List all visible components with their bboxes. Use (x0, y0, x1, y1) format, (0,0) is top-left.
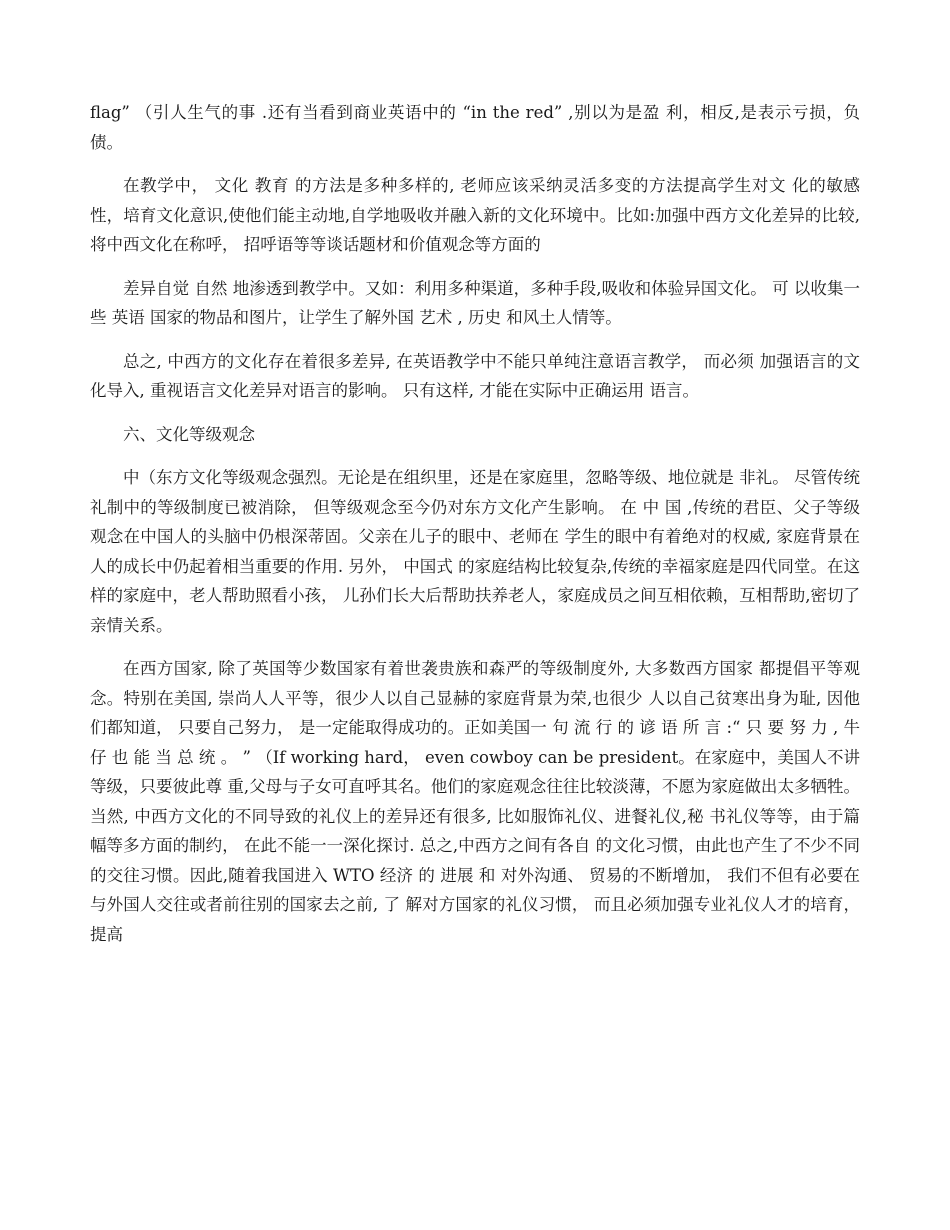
document-page (90, 98, 860, 963)
section-heading: 六、文化等级观念 (123, 424, 255, 444)
paragraph-summary: 总之, 中西方的文化存在着很多差异, 在英语教学中不能只单纯注意语言教学， 而必须 加强语言的文化导入, 重视语言文化差异对语言的影响。 只有这样, 才能在实际中正确运用 语言。 (90, 351, 860, 400)
paragraph-west-equality: 在西方国家, 除了英国等少数国家有着世袭贵族和森严的等级制度外, 大多数西方国家 都提倡平等观念。特别在美国, 崇尚人人平等，很少人以自己显赫的家庭背景为荣,也很少 人以自己贫寒出身为耻, 因他们都知道， 只要自己努力， 是一定能取得成功的。正如美国一 句 流 行 的 谚 语 所 言 :“ 只 要 努 力 , 牛 仔 也 能 当 总 统 。 ” （If working hard， even cowboy can be president。在家庭中，美国人不讲等级，只要彼此尊 重,父母与子女可直呼其名。他们的家庭观念往往比较淡薄，不愿为家庭做出太多牺牲。 当然, 中西方文化的不同导致的礼仪上的差异还有很多, 比如服饰礼仪、进餐礼仪,秘 书礼仪等等，由于篇幅等多方面的制约， 在此不能一一深化探讨. 总之,中西方之间有各自 的文化习惯，由此也产生了不少不同的交往习惯。因此,随着我国进入 WTO 经济 的 进展 和 对外沟通、 贸易的不断增加， 我们不但有必要在与外国人交往或者前往别的国家去之前, 了 解对方国家的礼仪习惯， 而且必须加强专业礼仪人才的培育， 提高 (90, 659, 860, 944)
paragraph-teaching-methods: 在教学中， 文化 教育 的方法是多种多样的, 老师应该采纳灵活多变的方法提高学生对文 化的敏感性，培育文化意识,使他们能主动地,自学地吸收并融入新的文化环境中。比如:加强中西方文化差异的比较, 将中西文化在称呼， 招呼语等等谈话题材和价值观念等方面的 (90, 176, 860, 254)
paragraph-differences: 差异自觉 自然 地渗透到教学中。又如：利用多种渠道，多种手段,吸收和体验异国文化。 可 以收集一些 英语 国家的物品和图片，让学生了解外国 艺术 , 历史 和风土人情等。 (90, 278, 860, 327)
paragraph-east-hierarchy: 中（东方文化等级观念强烈。无论是在组织里，还是在家庭里，忽略等级、地位就是 非礼。 尽管传统礼制中的等级制度已被消除， 但等级观念至今仍对东方文化产生影响。 在 中 国 ,传统的君臣、父子等级观念在中国人的头脑中仍根深蒂固。父亲在儿子的眼中、老师在 学生的眼中有着绝对的权威, 家庭背景在人的成长中仍起着相当重要的作用. 另外， 中国式 的家庭结构比较复杂,传统的幸福家庭是四代同堂。在这样的家庭中，老人帮助照看小孩， 儿孙们长大后帮助扶养老人，家庭成员之间互相依赖，互相帮助,密切了亲情关系。 (90, 468, 860, 635)
paragraph-continued: flag” （引人生气的事 .还有当看到商业英语中的 “in the red” ,别以为是盈 利，相反,是表示亏损，负债。 (90, 103, 860, 152)
